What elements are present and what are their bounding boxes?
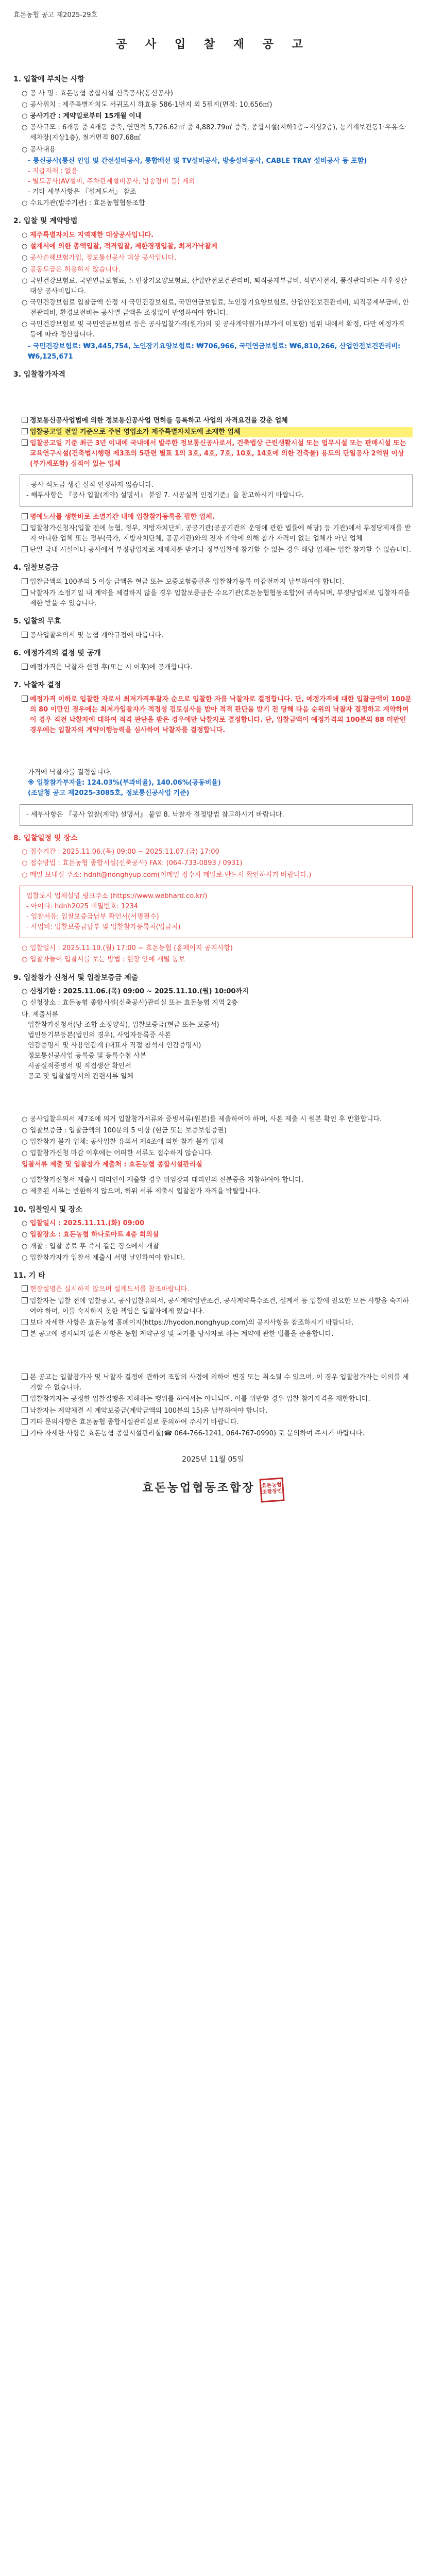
note-line: - 해부사항은 『공사 입찰(계약) 설명서』 붙임 7. 시공실적 인정기준』을 참고하시기 바랍니다. xyxy=(26,492,304,500)
checkbox-icon xyxy=(22,1296,30,1307)
bullet-icon: ○ xyxy=(22,231,28,240)
list-item: ○ 국민건강보험료 입찰금액 산정 시 국민건강보험료, 국민연금보험료, 노인장기요양보험료, 산업안전보건관리비, 퇴직공제부금비, 안전관리비, 환경보전비는 공사별 금액을 조정없이 반영하여야 합니다. xyxy=(22,299,409,317)
section-title: 7. 낙찰자 결정 xyxy=(13,681,61,689)
notice-number: 효돈농협 공고 제2025-29호 xyxy=(13,11,98,19)
bullet-icon: ○ xyxy=(22,1219,28,1228)
section-8 xyxy=(13,833,413,965)
section-title: 3. 입찰참가자격 xyxy=(13,370,66,379)
ratio-line: (조달청 공고 제2025-3085호, 정보통신공사업 기준) xyxy=(28,789,190,798)
bullet-icon: ○ xyxy=(22,944,28,953)
list-item: ○ 입찰참가 불가 업체: 공사입찰 유의서 제4조에 의한 참가 불가 업체 xyxy=(13,1137,413,1147)
official-seal-icon: 효돈농협 조합장인 xyxy=(259,1477,284,1502)
bullet-icon: ○ xyxy=(22,871,28,879)
bullet-icon: ○ xyxy=(22,265,28,274)
checkbox-icon xyxy=(22,1394,30,1404)
list-item: 본 공고에 명시되지 않은 사항은 농협 계약규정 및 국가를 당사자로 하는 계약에 관한 법률을 준용합니다. xyxy=(13,1329,413,1340)
list-item: ○ 공동도급은 허용하지 않습니다. xyxy=(13,265,413,275)
list-item: ○ 공사기간 : 계약일로부터 15개월 이내 xyxy=(13,111,413,122)
bullet-icon: ○ xyxy=(22,1115,28,1123)
list-item: ○ 입찰장소 : 효돈농협 하나로마트 4층 회의실 xyxy=(13,1230,413,1240)
bullet-icon: ○ xyxy=(22,299,28,307)
list-item: ○ 입찰일시 : 2025.11.11.(화) 09:00 xyxy=(13,1218,413,1229)
section-title: 4. 입찰보증금 xyxy=(13,564,59,572)
bullet-icon: ○ xyxy=(22,1126,28,1134)
checkbox-icon xyxy=(22,1318,30,1328)
bullet-icon: ○ xyxy=(22,145,28,154)
note-line: - 사업비: 입찰보증금납부 및 입찰참가등록처(입금처) xyxy=(26,923,181,931)
list-item: ○ 제주특별자치도 지역제한 대상공사입니다. xyxy=(13,230,413,241)
list-item: 입찰참가신청자(입찰 전에 농협, 정부, 지방자치단체, 공공기관(공공기관의 운영에 관한 법률에 해당) 등 기관)에서 부정당제재를 받지 아니한 업체 또는 정부(국가, 지방자치단체, 공공기관)와의 전자 계약에 의해 참가 자격이 없는 업체가 아닌 업체 xyxy=(13,523,413,544)
section-9 xyxy=(13,973,413,1197)
list-item: 입찰참가자는 공정한 입찰집행을 저해하는 행위를 하여서는 아니되며, 이를 위반할 경우 입찰 참가자격을 제한합니다. xyxy=(13,1394,413,1404)
bullet-icon: ○ xyxy=(22,320,28,329)
list-item: 기타 자세한 사항은 효돈농협 종합시설관리실(☎ 064-766-1241, 064-767-0990) 로 문의하여 주시기 바랍니다. xyxy=(13,1429,413,1439)
list-item: ○ 접수기간 : 2025.11.06.(목) 09:00 ~ 2025.11.07.(금) 17:00 xyxy=(13,847,413,857)
bullet-icon: ○ xyxy=(22,1231,28,1239)
doc-item: 입찰참가신청서(당 조합 소정양식), 입찰보증금(현금 또는 보증서) xyxy=(28,1021,219,1029)
section-title: 6. 예정가격의 결정 및 공개 xyxy=(13,649,101,658)
bullet-icon: ○ xyxy=(22,859,28,868)
section-title: 9. 입찰참가 신청서 및 입찰보증금 제출 xyxy=(13,973,139,982)
note-box xyxy=(20,804,413,826)
checkbox-icon xyxy=(22,694,30,705)
bullet-icon: ○ xyxy=(22,1176,28,1184)
section-title: 10. 입찰일시 및 장소 xyxy=(13,1205,83,1214)
bullet-icon: ○ xyxy=(22,243,28,251)
sub-item: - 통신공사(통신 인입 및 간선설비공사, 통합배선 및 TV설비공사, 방송설비공사, CABLE TRAY 설비공사 등 포함) xyxy=(28,157,367,165)
section-5 xyxy=(13,616,413,641)
section-1 xyxy=(13,74,413,209)
bullet-icon: ○ xyxy=(22,254,28,262)
checkbox-icon xyxy=(22,1406,30,1416)
bullet-icon: ○ xyxy=(22,956,28,964)
list-item: ○ 설계서에 의한 총액입찰, 적격입찰, 제한경쟁입찰, 최저가낙찰제 xyxy=(13,242,413,252)
list-item: 낙찰자는 계약체결 시 계약보증금(계약금액의 100분의 15)을 납부하여야 합니다. xyxy=(13,1406,413,1416)
note-line: - 세부사항은 『공사 입찰(계약) 설명서』 붙임 8. 낙찰자 결정방법 참고하시기 바랍니다. xyxy=(26,810,284,819)
section-title: 2. 입찰 및 계약방법 xyxy=(13,217,78,226)
webhard-link[interactable]: 입찰보시 업체설명 링크주소 (https://www.webhard.co.kr/) xyxy=(26,892,208,900)
bullet-icon: ○ xyxy=(22,1138,28,1146)
list-item: ○ 공사손해보험가입, 정보통신공사 대상 공사입니다. xyxy=(13,253,413,263)
bullet-icon: ○ xyxy=(22,999,28,1007)
bullet-icon: ○ xyxy=(22,89,28,97)
checkbox-icon xyxy=(22,1429,30,1439)
bullet-icon: ○ xyxy=(22,1188,28,1196)
list-item: ○ 공사규모 : 6개동 중 4개동 증축, 연면적 5,726.62㎡ 중 4,882.79㎡ 증축, 종합시설(지하1층~지상2층), 농기계보관동1·우유소·세차장(지상1층), 철거면적 807.68㎡ xyxy=(22,124,406,142)
checkbox-icon xyxy=(22,577,30,587)
list-item: ○ 공 사 명 : 효돈농협 종합시설 신축공사(통신공사) xyxy=(13,89,413,99)
section-title: 5. 입찰의 무효 xyxy=(13,617,61,626)
bullet-icon: ○ xyxy=(22,124,28,132)
notice-date: 2025년 11월 05일 xyxy=(182,1455,244,1464)
list-item: ○ 제출된 서류는 반환하지 않으며, 허위 서류 제출시 입찰참가 자격을 박탈합니다. xyxy=(13,1187,413,1197)
list-item: 기타 문의사항은 효돈농협 종합시설관리실로 문의하여 주시기 바랍니다. xyxy=(13,1417,413,1428)
list-item: 명예노사를 생한바로 소멸기간 내에 입찰참가등록을 필한 업체. xyxy=(13,512,413,522)
list-item: 입찰공고일 전일 기준으로 주된 영업소가 제주특별자치도에 소재한 업체 xyxy=(13,427,413,437)
list-item: ○ 입찰참가신청 마감 이후에는 어떠한 서류도 접수하지 않습니다. xyxy=(13,1148,413,1159)
checkbox-icon xyxy=(22,545,30,555)
note-line: - 입찰서류: 입찰보증금납부 확인서(서명필수) xyxy=(26,913,159,921)
checkbox-icon xyxy=(22,663,30,673)
checkbox-icon xyxy=(22,1284,30,1295)
list-item: 예정가격 이하로 입찰한 자로서 최저가격투찰자 순으로 입찰한 자를 낙찰자로 결정합니다. 단, 예정가격에 대한 입찰금액이 100분의 80 이만인 경우에는 최저가입찰자가 적정성 검토심사를 받아 적격 판단을 받기 전 당해 다음 순위의 낙찰자 결정하고 계약하며 이 경우 직전 낙찰자에 대하여 적격 판단을 받은 경우에만 낙찰자로 결정합니다. 단, 입찰금액이 예정가격의 100분의 88 미만인 경우에는 입찰자의 계약이행능력을 심사하여 낙찰자를 결정합니다. xyxy=(13,694,413,736)
organization-name: 효돈농업협동조합장 xyxy=(142,1482,255,1495)
insurance-amounts: - 국민건강보험료: ₩3,445,754, 노인장기요양보험료: ₩706,966, 국민연금보험료: ₩6,810,266, 산업안전보건관리비: ₩6,125,671 xyxy=(28,342,401,361)
bullet-icon: ○ xyxy=(22,848,28,856)
list-item: 본 공고는 입찰참가자 및 낙찰자 결정에 관하여 조합의 사정에 의하여 변경 또는 취소될 수 있으며, 이 경우 입찰참가자는 이의를 제기할 수 없습니다. xyxy=(13,1372,413,1393)
section-title: 1. 입찰에 부치는 사항 xyxy=(13,75,84,84)
sub-item: - 지급자재 : 없음 xyxy=(28,167,78,175)
note-line: - 아이디: hdnh2025 비밀번호: 1234 xyxy=(26,902,139,910)
list-item: 입찰금액의 100분의 5 이상 금액을 현금 또는 보증보험증권을 입찰참가등록 마감전까지 납부하여야 합니다. xyxy=(13,577,413,587)
list-item: ○ 수요기관(발주기관) : 효돈농협협동조합 xyxy=(13,198,413,209)
bullet-icon: ○ xyxy=(22,112,28,121)
doc-item: 정보통신공사업 등록증 및 등록수첩 사본 xyxy=(28,1052,147,1060)
list-item: ○ 국민건강보험료, 국민연금보험료, 노인장기요양보험료, 산업안전보건관리비, 퇴직공제부금비, 석면사전처, 품질관리비는 사후정산대상 공사비입니다. xyxy=(22,277,407,295)
checkbox-icon xyxy=(22,427,30,437)
list-item: 입찰자는 입찰 전에 입찰공고, 공사입찰유의서, 공사계약일반조건, 공사계약특수조건, 설계서 등 입찰에 필요한 모든 사항을 숙지하여야 하며, 이를 숙지하지 못한 책임은 입찰자에게 있습니다. xyxy=(13,1296,413,1317)
list-item: ○ 접수방법 : 효돈농협 종합시설(신축공사) FAX: (064-733-0893 / 0931) xyxy=(13,858,413,869)
section-11 xyxy=(13,1270,413,1439)
doc-item: 시공실적증명서 및 직접생산 확인서 xyxy=(28,1062,131,1071)
bullet-icon: ○ xyxy=(22,1253,28,1262)
list-item: 보다 자세한 사항은 효돈농협 홈페이지(https://hyodon.nonghyup.com)의 공지사항을 참조하시기 바랍니다. xyxy=(13,1318,413,1328)
checkbox-icon xyxy=(22,512,30,522)
note-box xyxy=(20,474,413,506)
document-title: 공 사 입 찰 재 공 고 xyxy=(116,38,310,52)
bullet-icon: ○ xyxy=(22,1149,28,1157)
list-item: ○ 공사입찰유의서 제7조에 의거 입찰참가서류와 증빙서류(원본)를 제출하여야 하며, 사본 제출 시 원본 확인 후 반환합니다. xyxy=(13,1114,413,1125)
bullet-icon: ○ xyxy=(22,277,28,285)
webhard-box xyxy=(20,886,413,939)
checkbox-icon xyxy=(22,523,30,534)
list-item: ○ 공사내용 xyxy=(13,145,413,155)
docs-title: 다. 제출서류 xyxy=(22,1010,59,1019)
doc-item: 인감증명서 및 사용인감계 (대표자 직접 참석시 인감증명서) xyxy=(28,1042,201,1049)
checkbox-icon xyxy=(22,416,30,426)
list-item: ○ 입찰자들이 입찰서를 보는 방법 : 현장 안에 개별 통보 xyxy=(13,955,413,965)
list-item: 공사입찰유의서 및 농협 계약규정에 따릅니다. xyxy=(13,631,413,641)
list-item: ○ 개찰 : 입찰 종료 후 즉시 같은 장소에서 개찰 xyxy=(13,1242,413,1252)
ratio-line: ※ 입찰참가부자율: 124.03%(부과비율), 140.06%(공동비율) xyxy=(28,779,221,787)
list-item: 단일 국내 시설이나 공사에서 부정당업자로 제재처분 받거나 정부입찰에 참가할 수 없는 경우 해당 업체는 입찰 참가할 수 없습니다. xyxy=(13,545,413,555)
list-item: ○ 국민건강보험료 및 국민연금보험료 등은 공사입찰가격(원가)의 및 공사계약원가(부가세 미포함) 범위 내에서 확정, 다만 예정가격 등에 따라 정산합니다. xyxy=(22,320,405,339)
section-title: 8. 입찰일정 및 장소 xyxy=(13,834,78,842)
note-line: - 공사 석도금 생긴 실적 인정하지 않습니다. xyxy=(26,481,154,489)
list-item: 낙찰자가 소정기일 내 계약을 체결하지 않을 경우 입찰보증금은 수요기관(효돈농협협동조합)에 귀속되며, 부정당업체로 입찰자격을 제한 받을 수 있습니다. xyxy=(13,588,413,609)
section-2 xyxy=(13,216,413,362)
list-item: 현장설명은 실시하지 않으며 설계도서를 참조바랍니다. xyxy=(13,1284,413,1295)
checkbox-icon xyxy=(22,1372,30,1383)
doc-item: 법인등기부등본(법인의 경우), 사업자등록증 사본 xyxy=(28,1031,171,1039)
sub-item: - 기타 세부사항은 『설계도서』 참조 xyxy=(28,188,137,196)
list-item: ○ 입찰참가자가 입찰서 제출시 서명 날인하여야 합니다. xyxy=(13,1253,413,1263)
list-item: 정보통신공사업법에 의한 정보통신공사업 면허를 등록하고 사업의 자격요건을 갖춘 업체 xyxy=(13,416,413,426)
list-item: ○ 입찰일시 : 2025.11.10.(월) 17:00 ~ 효돈농협 (홈페이지 공지사항) xyxy=(13,943,413,954)
list-item: ○ 입찰보증금 : 입찰금액의 100분의 5 이상 (현금 또는 보증보험증권) xyxy=(13,1126,413,1136)
section-3 xyxy=(13,369,413,555)
bullet-icon: ○ xyxy=(22,1242,28,1250)
checkbox-icon xyxy=(22,1417,30,1428)
list-item: ○ 메일 보내실 주소: hdnh@nonghyup.com(이메일 접수시 메일로 반드시 확인하시기 바랍니다.) xyxy=(13,870,413,880)
sub-item: - 별도공사(AV설비, 주차관제설비공사, 방송장비 등) 제외 xyxy=(28,178,195,186)
submit-place-note: 입찰서류 제출 및 입찰참가 제출처 : 효돈농협 종합시설관리실 xyxy=(22,1161,202,1169)
list-item: 예정가격은 낙찰자 선정 후(또는 시 이후)에 공개합니다. xyxy=(13,663,413,673)
checkbox-icon xyxy=(22,1329,30,1340)
doc-item: 공고 및 입찰설명서의 관련서류 일체 xyxy=(28,1073,133,1081)
section-6 xyxy=(13,648,413,673)
signature-block xyxy=(13,1454,413,1502)
checkbox-icon xyxy=(22,631,30,641)
section-title: 11. 기 타 xyxy=(13,1271,45,1280)
section-7 xyxy=(13,680,413,826)
list-item: ○ 입찰참가신청서 제출시 대리인이 제출할 경우 위임장과 대리인의 신분증을 지참하여야 합니다. xyxy=(13,1175,413,1185)
bullet-icon: ○ xyxy=(22,199,28,208)
bullet-icon: ○ xyxy=(22,988,28,996)
section-4 xyxy=(13,563,413,609)
checkbox-icon xyxy=(22,438,30,449)
list-item: 입찰공고일 기준 최근 3년 이내에 국내에서 발주한 정보통신공사로서, 건축법상 근린생활시설 또는 업무시설 또는 판매시설 또는 교육연구시설(건축법시행령 제3조의 5관련 별표 1의 3호, 4호, 7호, 10호, 14호에 의한 건축물) 용도의 단일공사 2억원 이상(부가세포함) 실적이 있는 업체 xyxy=(13,438,413,469)
list-item: ○ 공사위치 : 제주특별자치도 서귀포시 하효동 586-1번지 외 5필지(면적: 10,656㎡) xyxy=(13,100,413,110)
list-item: ○ 신청기한 : 2025.11.06.(목) 09:00 ~ 2025.11.10.(월) 10:00까지 xyxy=(13,987,413,997)
section-10 xyxy=(13,1205,413,1263)
list-item: ○ 신청장소 : 효돈농협 종합시설(신축공사)관리실 또는 효돈농협 지역 2층 xyxy=(13,998,413,1008)
award-note: 가격에 낙찰자를 결정합니다. xyxy=(28,769,112,777)
checkbox-icon xyxy=(22,588,30,599)
bullet-icon: ○ xyxy=(22,101,28,109)
